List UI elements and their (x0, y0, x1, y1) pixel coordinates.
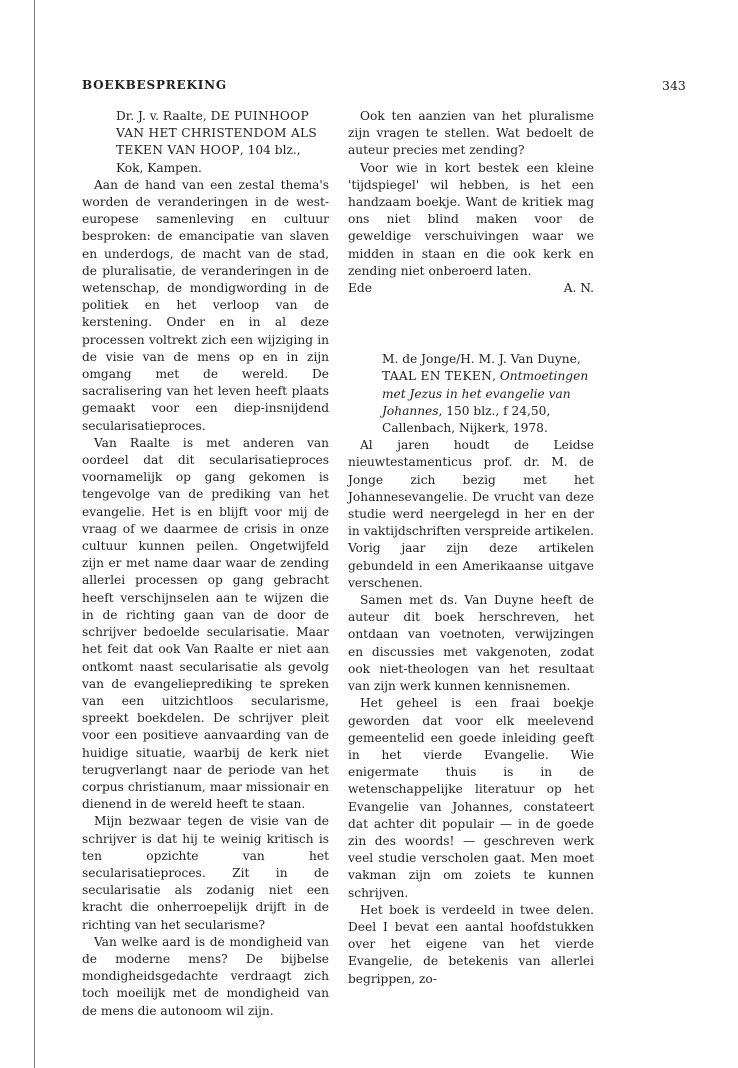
review2-paragraph: Het geheel is een fraai boekje geworden dat voor elk meelevend gemeentelid een goede inleiding geeft in het vierde Evangelie. Wie enigermate thuis is in de wetenschappelijke literatuur op het Evangelie van Johannes, constateert dat achter dit populair — in de goede zin des woords! — geschreven werk veel studie verscholen gaat. Men moet vakman zijn om zoiets te kunnen schrijven. (348, 696, 594, 900)
review2-paragraph: Het boek is verdeeld in twee delen. Deel I bevat een aantal hoofdstukken over het eigene van het vierde Evangelie, de betekenis van allerlei begrippen, zo- (348, 902, 594, 986)
reviewer-place: Ede (348, 281, 372, 296)
review-separator (348, 297, 594, 351)
section-title: BOEKBESPREKING (82, 78, 227, 92)
review1-bibliographic-entry (116, 108, 329, 177)
review2-author: M. de Jonge/H. M. J. Van Duyne, (382, 352, 581, 367)
review2-paragraph: Samen met ds. Van Duyne heeft de auteur dit boek herschreven, het ontdaan van voetnoten, verwijzingen en discussies met vakgenoten, zodat ook niet-theologen van het resultaat van zijn werk kunnen kennisnemen. (348, 593, 594, 694)
left-column (82, 108, 329, 1020)
review2-book-subtitle: Ontmoetingen met Jezus in het evangelie van Johannes (382, 369, 589, 418)
page-number: 343 (662, 78, 686, 93)
review2-paragraph: Al jaren houdt de Leidse nieuwtestamenticus prof. dr. M. de Jonge zich bezig met het Johannesevangelie. De vrucht van deze studie werd neergelegd in her en der in vaktijdschriften verspreide artikelen. Vorig jaar zijn deze artikelen gebundeld in een Amerikaanse uitgave verschenen. (348, 438, 594, 590)
review1-paragraph: Ook ten aanzien van het pluralisme zijn vragen te stellen. Wat bedoelt de auteur precies met zending? (348, 109, 594, 158)
review1-book-title: DE PUINHOOP VAN HET CHRISTENDOM ALS TEKEN VAN HOOP (116, 109, 318, 158)
review1-book-details: , 104 blz., Kok, Kampen. (116, 143, 301, 175)
review2-book-title: TAAL EN TEKEN (382, 369, 493, 384)
review1-paragraph: Voor wie in kort bestek een kleine 'tijdspiegel' wil hebben, is het een handzaam boekje. Want de kritiek mag ons niet blind maken voor de geweldige verschuivingen waar we midden in staan en die ook kerk en zending niet onberoerd laten. (348, 160, 594, 278)
reviewer-initials: A. N. (563, 281, 594, 296)
review1-paragraph: Mijn bezwaar tegen de visie van de schrijver is dat hij te weinig kritisch is ten opzichte van het secularisatieproces. Zit in de secularisatie als zodanig niet een kracht die onherroepelijk drijft in de richting van het secularisme? (82, 814, 329, 932)
page-binding-edge (34, 0, 35, 1068)
review2-book-details: , 150 blz., f 24,50, Callenbach, Nijkerk, 1978. (382, 403, 551, 436)
review1-paragraph-continued: Van welke aard is de mondigheid van de moderne mens? De bijbelse mondigheidsgedachte verdraagt zich toch moeilijk met de mondigheid van de mens die autonoom wil zijn. (82, 934, 329, 1018)
review1-paragraph: Van Raalte is met anderen van oordeel dat dit secularisatieproces voornamelijk op gang gekomen is tengevolge van de prediking van het evangelie. Het is en blijft voor mij de vraag of we daarmee de crisis in onze cultuur kunnen peilen. Ongetwijfeld zijn er met name daar waar de zending allerlei processen op gang gebracht heeft verschijnselen aan te wijzen die in de richting gaan van de door de schrijver bedoelde secularisatie. Maar het feit dat ook Van Raalte er niet aan ontkomt naast secularisatie als gevolg van de evangelieprediking te spreken van een uitzichtloos secularisme, spreekt boekdelen. De schrijver pleit voor een positieve aanvaarding van de huidige situatie, waarbij de kerk niet terugverlangt naar de periode van het corpus christianum, maar missionair en dienend in de wereld heeft te staan. (82, 435, 329, 812)
review1-author: Dr. J. v. Raalte, (116, 109, 211, 123)
right-column (348, 108, 594, 988)
review1-paragraph: Aan de hand van een zestal thema's worden de veranderingen in de west-europese samenleving en cultuur besproken: de emancipatie van slaven en underdogs, de macht van de stad, de pluralisatie, de veranderingen in de wetenschap, de mondigwording in de politiek en het verloop van de kerstening. Onder en in al deze processen voltrekt zich een wijziging in de visie van de mens op en in zijn omgang met de wereld. De sacralisering van het leven heeft plaats gemaakt voor een diep-insnijdend secularisatieproces. (82, 177, 329, 433)
review2-bibliographic-entry: M. de Jonge/H. M. J. Van Duyne, TAAL EN TEKEN, Ontmoetingen met Jezus in het evangelie van Johannes, 150 blz., f 24,50, Callenbach, Nijkerk, 1978. (382, 352, 589, 436)
review1-signature (348, 280, 594, 297)
